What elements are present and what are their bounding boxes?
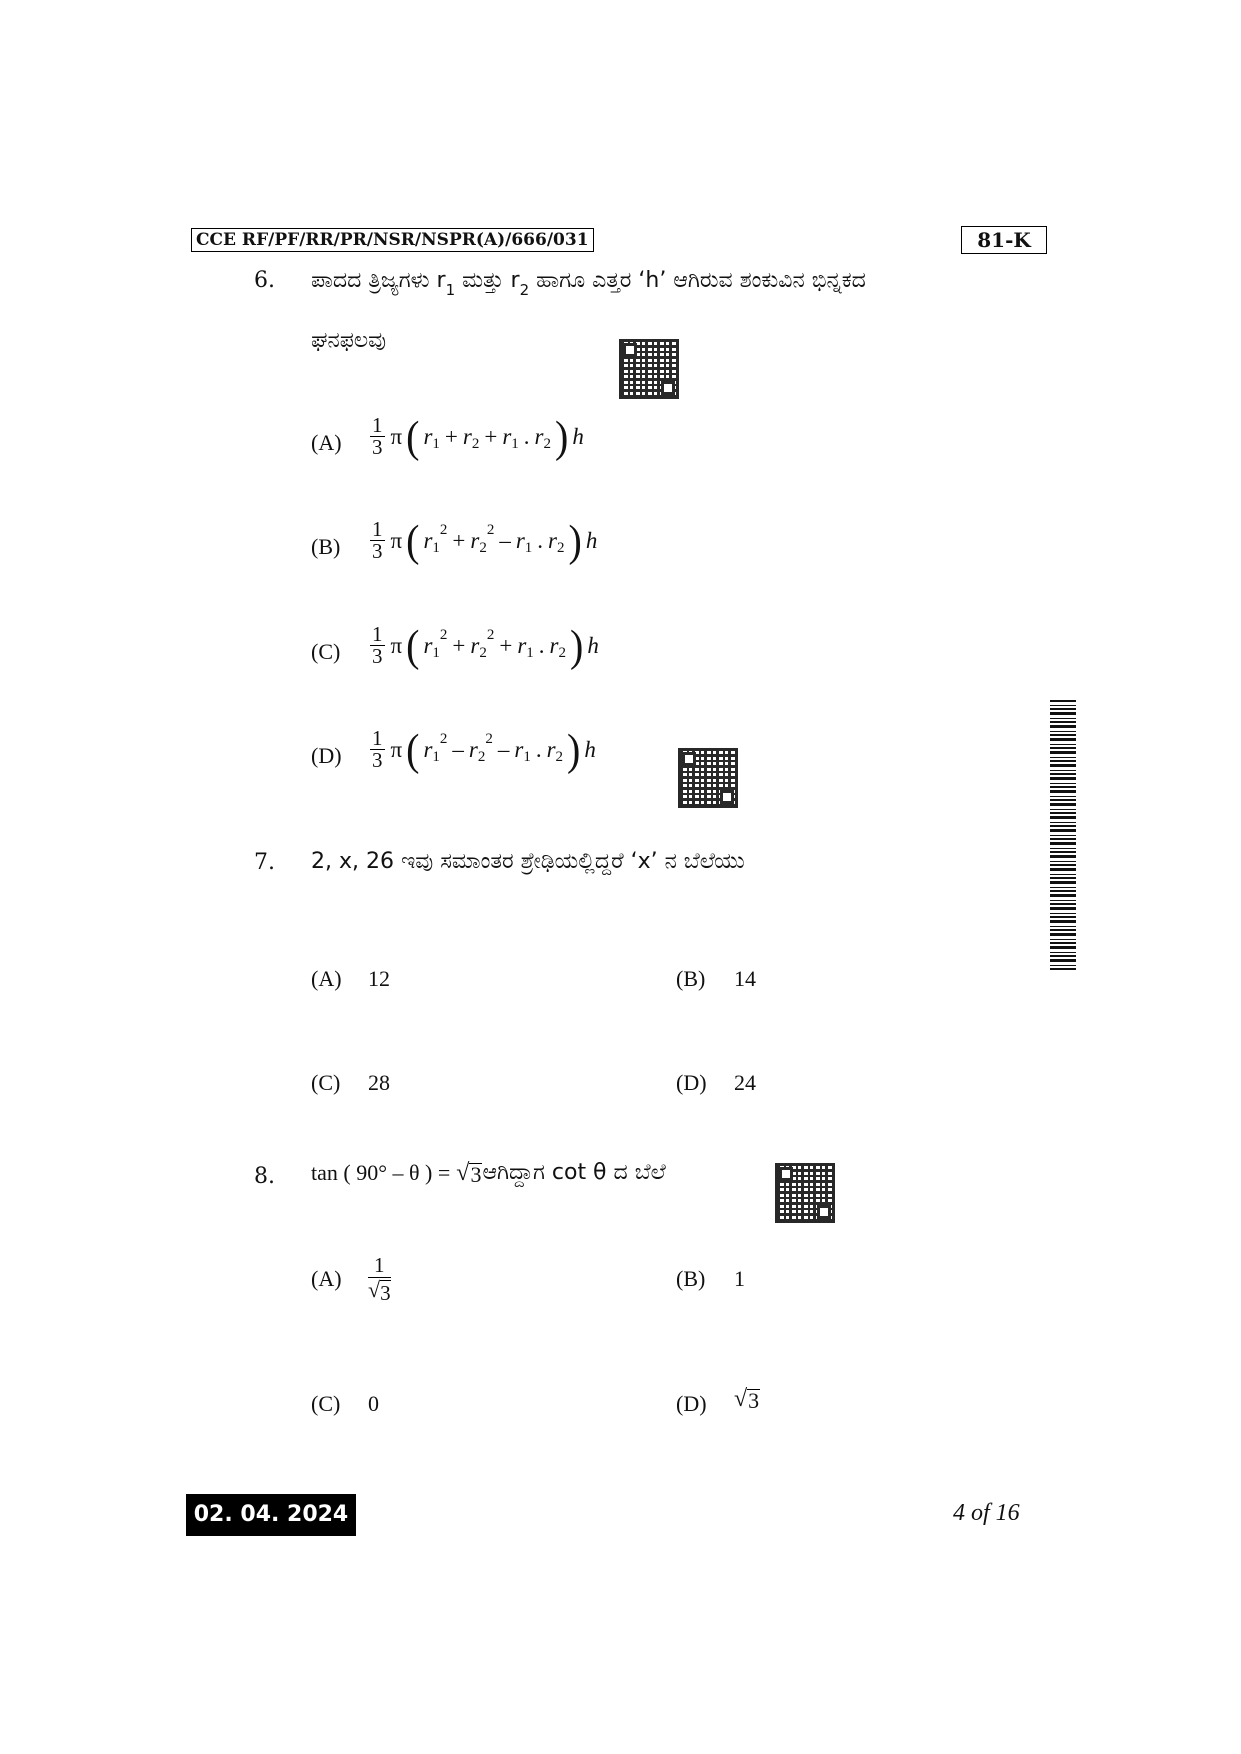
q8-option-b-label: (B) [676, 1266, 706, 1291]
q6-option-b-label: (B) [311, 534, 341, 559]
exam-date-badge: 02. 04. 2024 [186, 1494, 356, 1536]
q7-option-a-value: 12 [368, 966, 390, 991]
q7-option-c-label: (C) [311, 1070, 341, 1095]
exam-code: CCE RF/PF/RR/PR/NSR/NSPR(A)/666/031 [191, 228, 594, 252]
question-8-suffix: ಆಗಿದ್ದಾಗ cot θ ದ ಬೆಲೆ [482, 1160, 666, 1185]
fraction-one-third: $\frac{1}{3}$ [372, 517, 383, 563]
question-6-sub1: 1 [445, 281, 456, 299]
question-6-text-part2: ಮತ್ತು r [455, 268, 520, 293]
q7-option-d-label: (D) [676, 1070, 707, 1095]
paper-code: 81-K [961, 226, 1047, 254]
q6-option-a-label: (A) [311, 430, 342, 455]
q6-option-b-formula: $\frac{1}{3}$ π ( r 1 2 + r 2 2 – r 1 . r 2 ) h [372, 515, 598, 565]
q8-option-b-value: 1 [734, 1266, 745, 1291]
page-number: 4 of 16 [953, 1500, 1020, 1526]
fraction-one-third: $\frac{1}{3}$ [372, 622, 383, 668]
q6-option-d-formula: $\frac{1}{3}$ π ( r 1 2 – r 2 2 – r 1 . r 2 ) h [372, 724, 596, 774]
question-6-number: 6. [254, 268, 275, 293]
q8-option-d-label: (D) [676, 1391, 707, 1416]
q6-option-c-label: (C) [311, 639, 341, 664]
barcode-icon [1050, 700, 1076, 970]
q7-option-b-value: 14 [734, 966, 756, 991]
q7-option-a-label: (A) [311, 966, 342, 991]
q6-option-c-formula: $\frac{1}{3}$ π ( r 1 2 + r 2 2 + r 1 . r 2 ) h [372, 620, 599, 670]
question-8-text [311, 1158, 666, 1188]
q8-option-a-label: (A) [311, 1266, 342, 1291]
fraction-numerator: 1 [374, 1253, 385, 1277]
qr-code-icon [775, 1163, 835, 1223]
qr-code-icon [619, 339, 679, 399]
question-7-text: 2, x, 26 ಇವು ಸಮಾಂತರ ಶ್ರೇಢಿಯಲ್ಲಿದ್ದರೆ ‘x’ ನ ಬೆಲೆಯು [311, 849, 745, 874]
fraction-denominator: √ 3 [368, 1277, 391, 1305]
q6-option-a-formula: $\frac{1}{3}$ π ( r 1 + r 2 + r 1 . r 2 ) h [372, 411, 584, 461]
question-6-text-part3: ಹಾಗೂ ಎತ್ತರ ‘h’ ಆಗಿರುವ ಶಂಕುವಿನ ಭಿನ್ನಕದ [529, 268, 866, 293]
q8-option-d-sqrt: √ 3 [734, 1386, 760, 1413]
question-6-text-line2: ಘನಫಲವು [311, 328, 387, 353]
question-6-text-part1: ಪಾದದ ತ್ರಿಜ್ಯಗಳು r [311, 268, 446, 293]
sqrt-three: √ 3 [456, 1159, 482, 1187]
question-8-expression: tan ( 90° – θ ) = [311, 1160, 451, 1185]
q7-option-d-value: 24 [734, 1070, 756, 1095]
q8-option-a-fraction [368, 1253, 391, 1305]
q6-option-d-label: (D) [311, 743, 342, 768]
q7-option-b-label: (B) [676, 966, 706, 991]
fraction-one-third: $\frac{1}{3}$ [372, 726, 383, 772]
question-6-sub2: 2 [519, 281, 530, 299]
q8-option-c-value: 0 [368, 1391, 379, 1416]
fraction-one-third: $\frac{1}{3}$ [372, 413, 383, 459]
q8-option-c-label: (C) [311, 1391, 341, 1416]
question-7-number: 7. [254, 850, 275, 875]
qr-code-icon [678, 748, 738, 808]
q7-option-c-value: 28 [368, 1070, 390, 1095]
question-8-number: 8. [254, 1164, 275, 1189]
question-6-text [311, 266, 866, 297]
